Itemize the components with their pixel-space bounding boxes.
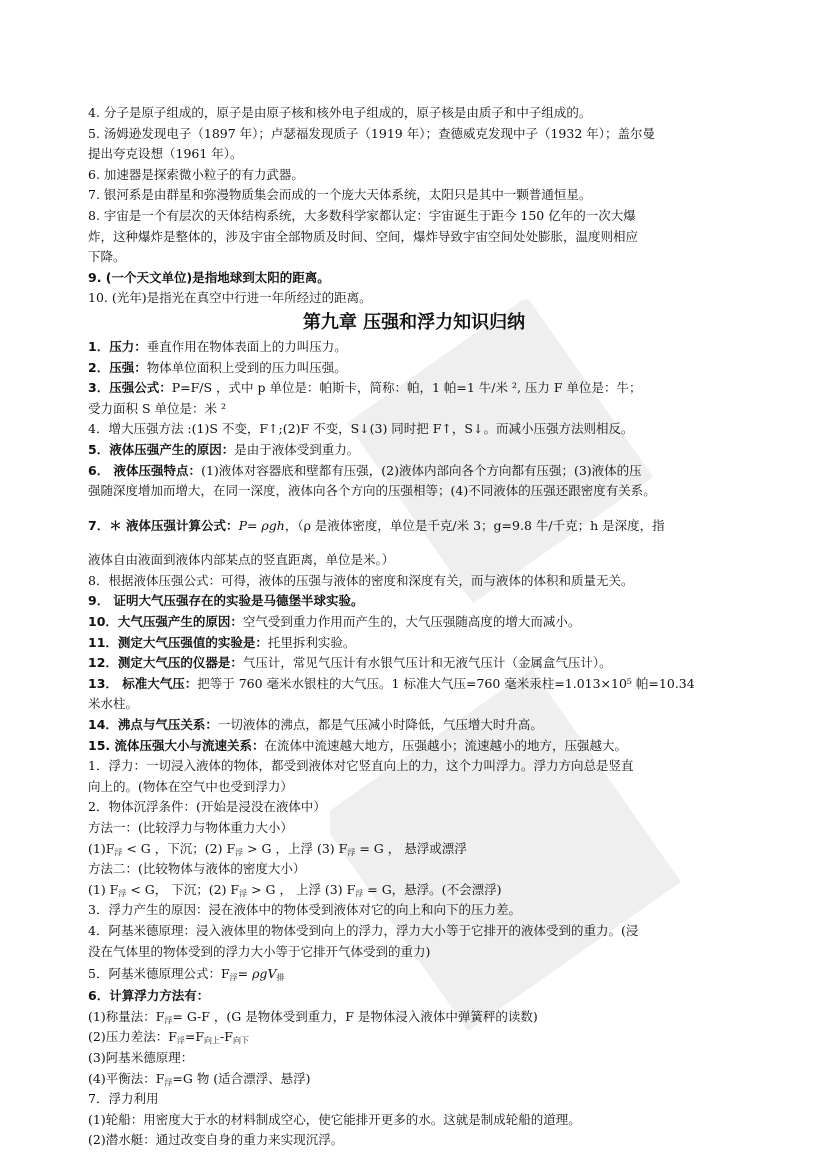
text-line: 向上的。(物体在空气中也受到浮力） <box>88 778 293 794</box>
item-liquid-pressure-features <box>88 461 740 482</box>
text-line-bold: 9. (一个天文单位)是指地球到太阳的距离。 <box>88 269 330 285</box>
method-balance: (4)平衡法：$F_浮=G$ 物 (适合漂浮、悬浮) <box>88 1070 311 1087</box>
item-barometer <box>88 653 740 674</box>
text-line: 4．增大压强方法 :(1)S 不变，F↑;(2)F 不变，S↓(3) 同时把 F↑，S↓。而减小压强方法则相反。 <box>88 421 634 437</box>
text-line: (2)潜水艇：通过改变自身的重力来实现沉浮。 <box>88 1132 344 1148</box>
item-liquid-pressure-cause <box>88 440 740 461</box>
item-label: 14．沸点与气压关系： <box>88 717 218 733</box>
item-label: 6． 液体压强特点： <box>88 462 202 478</box>
text-line: 炸，这种爆炸是整体的，涉及宇宙全部物质及时间、空间，爆炸导致宇宙空间处处膨胀，温度则相应 <box>88 228 639 244</box>
item-label: 7．＊ 液体压强计算公式： <box>88 517 239 533</box>
item-pressure <box>88 337 740 358</box>
text-line: 下降。 <box>88 249 126 265</box>
spacer <box>88 536 740 550</box>
text-line: 7. 银河系是由群星和弥漫物质集会而成的一个庞大天体系统，太阳只是其中一颗普通恒星。 <box>88 187 592 203</box>
item-text: 气压计，常见气压计有水银气压计和无液气压计（金属盒气压计）。 <box>242 655 612 671</box>
text-line: 强随深度增加而增大，在同一深度，液体向各个方向的压强相等；(4)不同液体的压强还跟密度有关系。 <box>88 483 656 499</box>
formula: P= ρgh <box>238 517 285 533</box>
text-line: 方法一：(比较浮力与物体重力大小） <box>88 820 293 835</box>
item-text: 物体单位面积上受到的压力叫压强。 <box>146 359 347 375</box>
item-fluid-pressure <box>88 736 740 757</box>
text-line: 4. 分子是原子组成的，原子是由原子核和核外电子组成的，原子核是由质子和中子组成的。 <box>88 105 592 120</box>
archimedes-formula: 5．阿基米德原理公式：$F_浮= \rho gV_排$ <box>88 966 285 983</box>
item-text: (1)液体对容器底和壁都有压强，(2)液体内部向各个方向都有压强；(3)液体的压 <box>201 462 642 478</box>
item-text: 是由于液体受到重力。 <box>234 441 360 457</box>
text-line: (1)轮船：用密度大于水的材料制成空心，使它能排开更多的水。这就是制成轮船的道理。 <box>88 1111 581 1127</box>
text-line: 6. 加速器是探索微小粒子的有力武器。 <box>88 166 304 182</box>
item-label: 10．大气压强产生的原因： <box>88 614 243 630</box>
item-text: 垂直作用在物体表面上的力叫压力。 <box>146 338 347 354</box>
text-line: 受力面积 S 单位是：米 ² <box>88 400 226 416</box>
item-label: 11．测定大气压强值的实验是： <box>88 634 268 650</box>
text-line: 提出夸克设想（1961 年）。 <box>88 146 243 162</box>
item-boiling-point <box>88 715 740 736</box>
item-text: 空气受到重力作用而产生的，大气压强随高度的增大而减小。 <box>242 614 581 630</box>
item-standard-atmosphere <box>88 674 740 695</box>
text-line: 没在气体里的物体受到的浮力大小等于它排开气体受到的重力) <box>88 943 431 959</box>
document-content <box>88 103 740 1151</box>
text-line: 2．物体沉浮条件：(开始是浸没在液体中） <box>88 799 326 815</box>
text-line: 7．浮力利用 <box>88 1091 159 1107</box>
text-line-bold: 6．计算浮力方法有： <box>88 988 210 1004</box>
item-text: 在流体中流速越大地方，压强越小；流速越小的地方，压强越大。 <box>264 737 628 753</box>
item-liquid-pressure-formula <box>88 516 740 537</box>
text-line-bold: 9． 证明大气压强存在的实验是马德堡半球实验。 <box>88 593 364 609</box>
item-label: 5．液体压强产生的原因： <box>88 441 235 457</box>
item-label: 1．压力： <box>88 338 147 354</box>
method-weighing: (1)称量法：$F_浮= G-F$ ，(G 是物体受到重力，F 是物体浸入液体中弹簧秤的读数) <box>88 1008 538 1025</box>
text-line: 5. 汤姆逊发现电子（1897 年）；卢瑟福发现质子（1919 年）；查德威克发现中子（1932 年）；盖尔曼 <box>88 125 656 141</box>
item-label: 3．压强公式： <box>88 380 172 396</box>
item-pressure-formula <box>88 378 740 399</box>
text-line: 1．浮力：一切浸入液体的物体，都受到液体对它竖直向上的力，这个力叫浮力。浮力方向总是竖直 <box>88 758 634 774</box>
item-label: 15. 流体压强大小与流速关系： <box>88 737 265 753</box>
method-pressure-diff: (2)压力差法：$F_浮=F_{向上}-F_{向下}$ <box>88 1029 249 1046</box>
text-line: 3．浮力产生的原因：浸在液体中的物体受到液体对它的向上和向下的压力差。 <box>88 902 521 918</box>
item-label: 2．压强： <box>88 359 147 375</box>
item-text: 托里拆利实验。 <box>267 634 356 650</box>
text-line: 4．阿基米德原理：浸入液体里的物体受到向上的浮力，浮力大小等于它排开的液体受到的重力。(浸 <box>88 922 639 938</box>
text-line: 10. (光年)是指光在真空中行进一年所经过的距离。 <box>88 290 372 306</box>
item-text: 一切液体的沸点，都是气压减小时降低，气压增大时升高。 <box>217 717 543 733</box>
text-line: (3)阿基米德原理： <box>88 1049 194 1065</box>
item-label: 12．测定大气压的仪器是： <box>88 655 243 671</box>
item-atmosphere-cause <box>88 612 740 633</box>
item-atmosphere-experiment <box>88 633 740 654</box>
item-text: P=F/S ，式中 p 单位是：帕斯卡，简称：帕，1 帕=1 牛/米 ², 压力 F 单位是：牛； <box>171 380 642 396</box>
text-line: 8．根据液体压强公式：可得，液体的压强与液体的密度和深度有关，而与液体的体积和质量无关。 <box>88 572 634 588</box>
text-line: 米水柱。 <box>88 696 139 712</box>
text-line: 8. 宇宙是一个有层次的天体结构系统，大多数科学家都认定：宇宙诞生于距今 150 亿年的一次大爆 <box>88 207 636 223</box>
sink-float-line-1: $(1)F_浮 < G$ ，下沉；(2) $F_浮 > G$ ，上浮 (3) $F_浮 = G$ ， 悬浮或漂浮 <box>88 840 467 857</box>
item-pressure-intensity <box>88 358 740 379</box>
text-line: 液体自由液面到液体内部某点的竖直距离，单位是米。） <box>88 552 395 568</box>
spacer <box>88 502 740 516</box>
item-text: ，（ρ 是液体密度，单位是千克/米 3；g=9.8 牛/千克；h 是深度，指 <box>284 517 665 533</box>
item-label: 13． 标准大气压： <box>88 675 198 691</box>
item-text: 把等于 760 毫米水银柱的大气压。1 标准大气压=760 毫米汞柱=1.013×10⁵ 帕=10.34 <box>197 675 695 691</box>
chapter-title: 第九章 压强和浮力知识归纳 <box>302 311 526 333</box>
sink-float-line-2: (1) $F_浮 < G$， 下沉；(2) $F_浮 > G$ ， 上浮 (3) $F_浮 = G$，悬浮。(不会漂浮) <box>88 881 502 898</box>
text-line: 方法二：(比较物体与液体的密度大小） <box>88 861 306 877</box>
